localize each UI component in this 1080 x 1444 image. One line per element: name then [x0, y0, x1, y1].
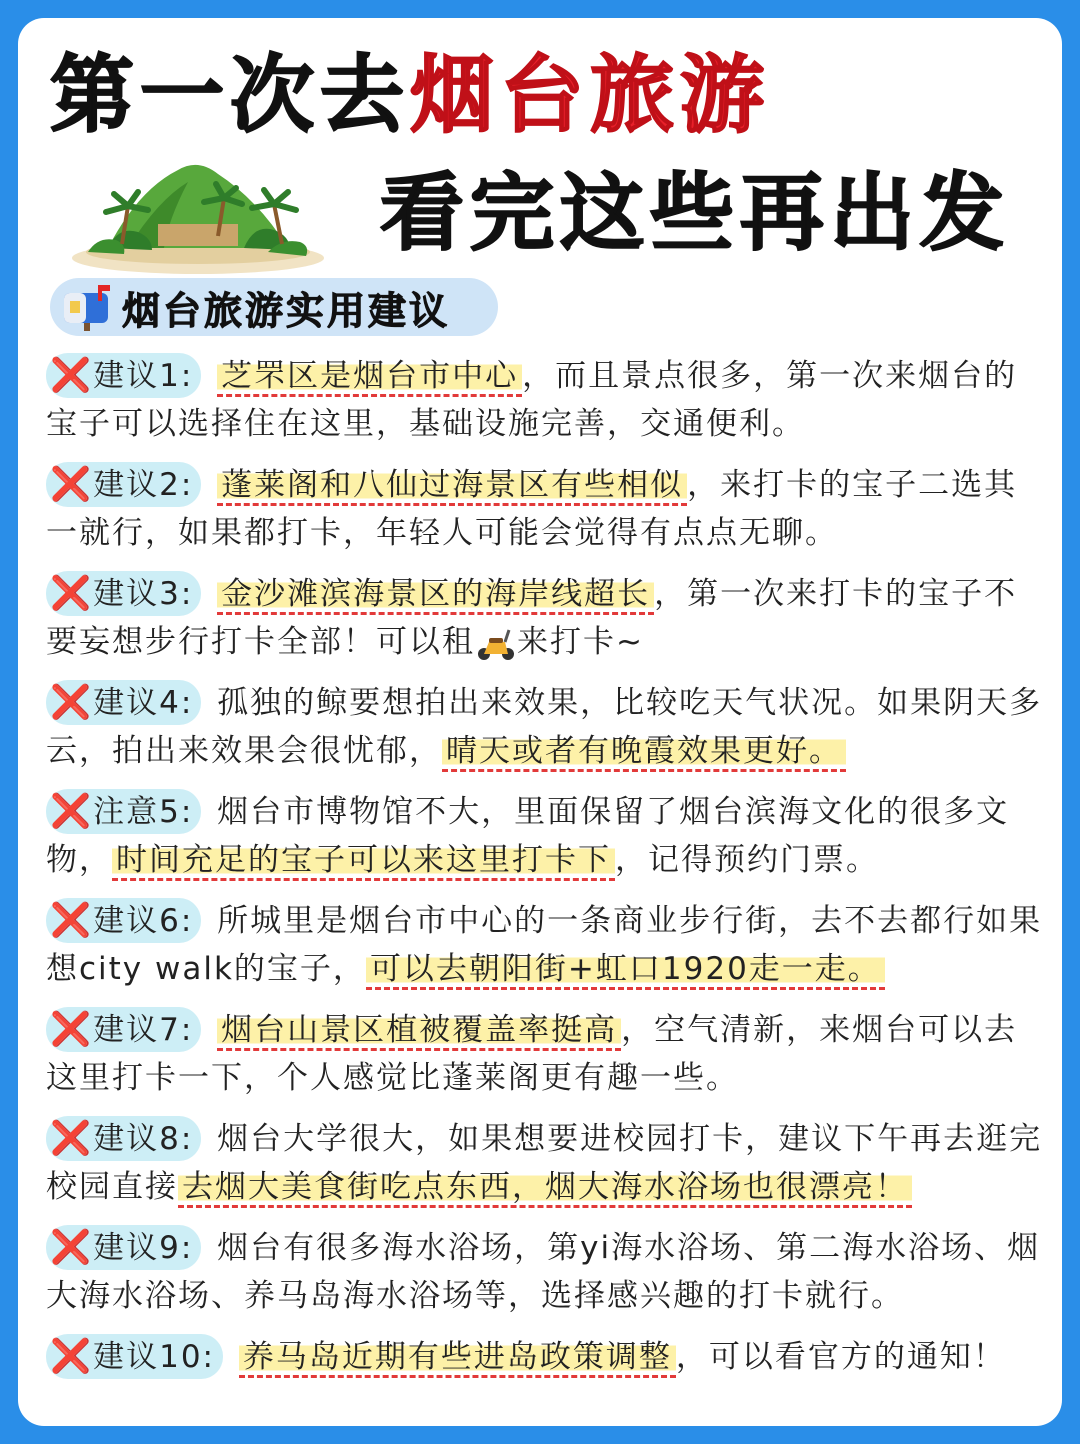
tip-6 [46, 897, 1046, 993]
tip-text [205, 576, 217, 612]
cross-mark-icon: ❌ [50, 355, 94, 394]
tip-label: 建议8: [93, 1121, 194, 1157]
tip-text: ，空气清新，来烟台可以去这里打卡一下，个人感觉比蓬莱阁更有趣一些。 [46, 1012, 1018, 1096]
tip-7 [46, 1006, 1046, 1102]
tip-text: ，第一次来打卡的宝子不要妄想步行打卡全部！可以租 [46, 576, 1018, 660]
cross-mark-icon: ❌ [50, 1336, 94, 1375]
tip-label: 建议7: [93, 1012, 194, 1048]
cross-mark-icon: ❌ [50, 1227, 94, 1266]
cross-mark-icon: ❌ [50, 1009, 94, 1048]
tip-text: ，可以看官方的通知！ [675, 1339, 1006, 1375]
mailbox-icon [60, 283, 116, 331]
cross-mark-icon: ❌ [50, 900, 94, 939]
cross-mark-icon: ❌ [50, 791, 94, 830]
tip-5 [46, 788, 1046, 884]
tip-text [227, 1339, 239, 1375]
tip-highlight: 蓬莱阁和八仙过海景区有些相似 [217, 467, 687, 506]
tip-label: 建议9: [93, 1230, 194, 1266]
title-red-text: 烟台旅游 [410, 46, 771, 144]
tip-label: 建议4: [93, 685, 194, 721]
tip-highlight: 养马岛近期有些进岛政策调整 [239, 1339, 676, 1378]
tip-text: 烟台市博物馆不大，里面保留了烟台滨海文化的很多文物， [46, 794, 1010, 878]
tips-list [46, 352, 1046, 1394]
tip-text [205, 467, 217, 503]
tip-1 [46, 352, 1046, 448]
tip-highlight: 时间充足的宝子可以来这里打卡下 [112, 842, 615, 881]
tip-8 [46, 1115, 1046, 1211]
tip-label: 建议1: [93, 358, 194, 394]
tip-9 [46, 1224, 1046, 1320]
tip-highlight: 晴天或者有晚霞效果更好。 [442, 733, 846, 772]
tip-head [46, 1007, 201, 1052]
tip-text: 烟台大学很大，如果想要进校园打卡，建议下午再去逛完校园直接 [46, 1121, 1043, 1205]
title-line-1 [50, 40, 770, 150]
tip-4 [46, 679, 1046, 775]
post-card [18, 18, 1062, 1426]
tip-head [46, 1225, 201, 1270]
tip-label: 建议6: [93, 903, 194, 939]
tip-text: ，来打卡的宝子二选其一就行，如果都打卡，年轻人可能会觉得有点点无聊。 [46, 467, 1018, 551]
tip-text: 烟台有很多海水浴场，第yi海水浴场、第二海水浴场、烟大海水浴场、养马岛海水浴场等，选择感兴趣的打卡就行。 [46, 1230, 1041, 1314]
tip-head [46, 898, 201, 943]
tip-label: 建议2: [93, 467, 194, 503]
tip-head [46, 353, 201, 398]
cross-mark-icon: ❌ [50, 1118, 94, 1157]
tip-text [205, 1012, 217, 1048]
tip-head [46, 680, 201, 725]
tip-highlight: 可以去朝阳街+虹口1920走一走。 [366, 951, 885, 990]
tip-label: 注意5: [93, 794, 194, 830]
section-heading [50, 278, 498, 336]
tip-text: ，而且景点很多，第一次来烟台的宝子可以选择住在这里，基础设施完善，交通便利。 [46, 358, 1018, 442]
tip-2 [46, 461, 1046, 557]
tip-text: 来打卡~ [517, 624, 644, 660]
tip-head [46, 1116, 201, 1161]
title-black-text: 第一次去 [50, 46, 411, 144]
cross-mark-icon: ❌ [50, 682, 94, 721]
tip-highlight: 金沙滩滨海景区的海岸线超长 [217, 576, 654, 615]
tip-highlight: 芝罘区是烟台市中心 [217, 358, 522, 397]
tip-label: 建议10: [93, 1339, 215, 1375]
title-line-2: 看完这些再出发 [380, 164, 1011, 262]
tip-head [46, 571, 201, 616]
tip-head [46, 462, 201, 507]
tip-text: 所城里是烟台市中心的一条商业步行街，去不去都行如果想city walk的宝子， [46, 903, 1043, 987]
tip-text: 孤独的鲸要想拍出来效果，比较吃天气状况。如果阴天多云，拍出来效果会很忧郁， [46, 685, 1043, 769]
cross-mark-icon: ❌ [50, 464, 94, 503]
tip-label: 建议3: [93, 576, 194, 612]
cross-mark-icon: ❌ [50, 573, 94, 612]
tip-3 [46, 570, 1046, 666]
tip-head [46, 1334, 223, 1379]
tip-text [205, 358, 217, 394]
section-heading-label: 烟台旅游实用建议 [122, 288, 451, 333]
tip-head [46, 789, 201, 834]
scooter-icon [475, 626, 517, 662]
tip-10 [46, 1333, 1046, 1381]
island-illustration [68, 140, 328, 280]
tip-highlight: 烟台山景区植被覆盖率挺高 [217, 1012, 621, 1051]
tip-text: ，记得预约门票。 [615, 842, 879, 878]
tip-highlight: 去烟大美食街吃点东西，烟大海水浴场也很漂亮！ [178, 1169, 912, 1208]
